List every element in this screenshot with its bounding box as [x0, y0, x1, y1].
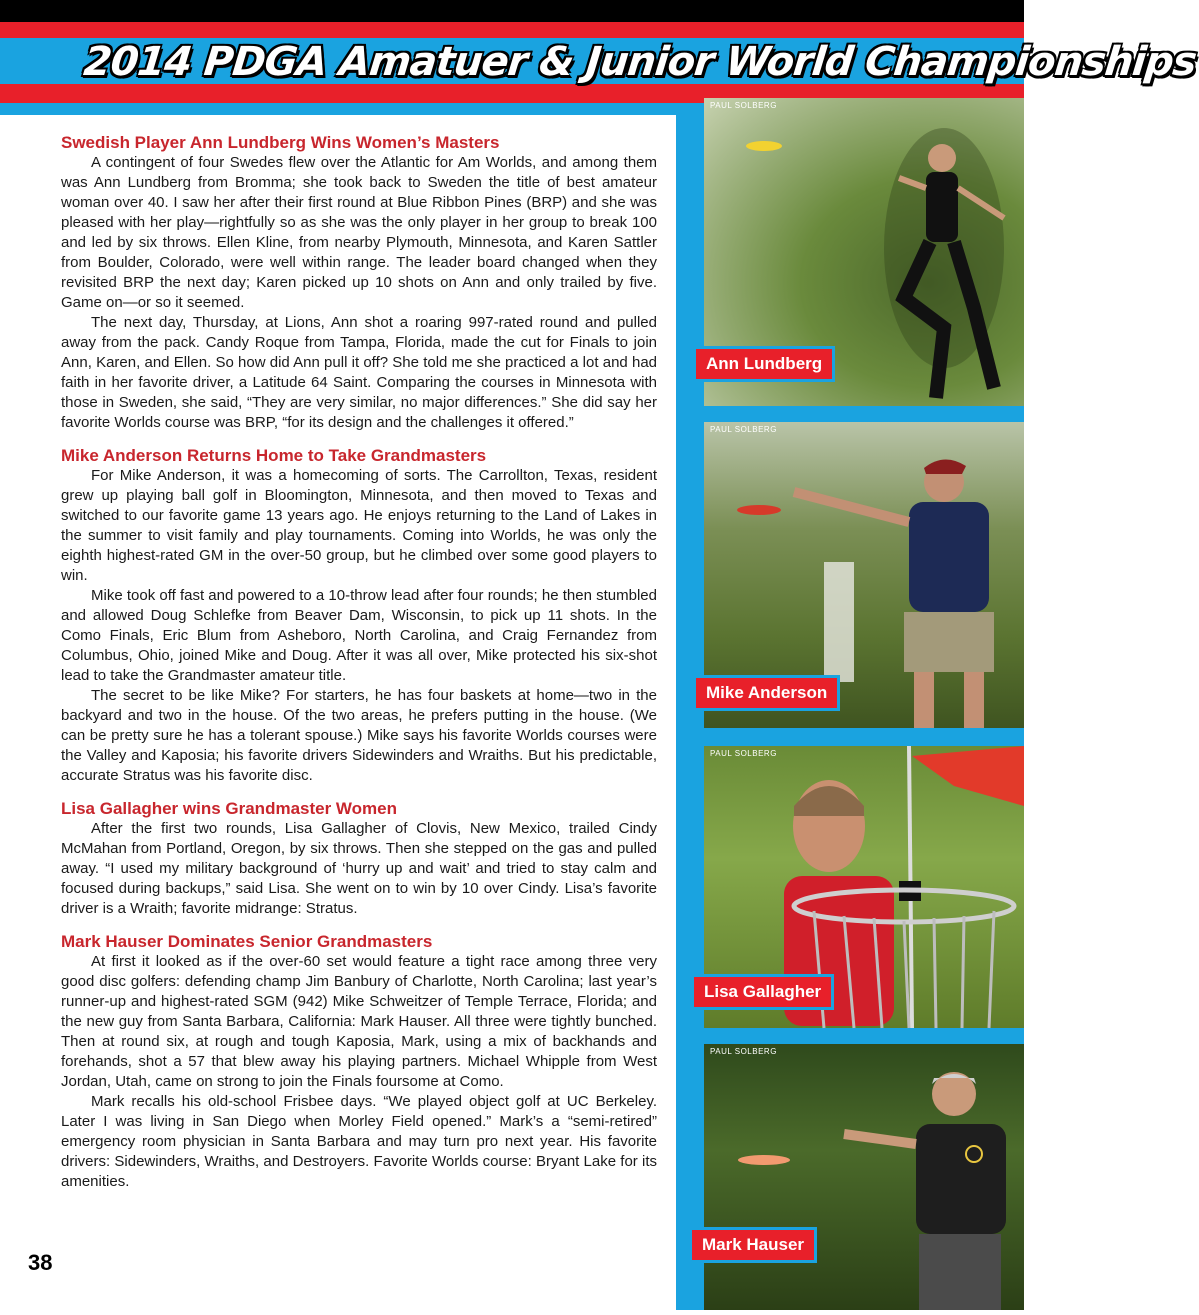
section-heading: Mike Anderson Returns Home to Take Grandmasters [61, 446, 487, 465]
caption-lisa-gallagher: Lisa Gallagher [694, 977, 831, 1007]
paragraph: At first it looked as if the over-60 set would feature a tight race among three very good disc golfers: defending champ Jim Banbury of Charlotte, North Carolina; last year’s runner-up and highest-rated SGM (942) Mike Schweitzer of Temple Terrace, Florida; and the new guy from Santa Barbara, California: Mark Hauser. All three were tightly bunched. Then at round six, at rough and tough Kaposia, Mark, using a mix of backhands and forehands, shot a 57 that blew away his playing partners. Michael Whipple from West Jordan, Utah, came on strong to join the Finals foursome at Como. [61, 953, 657, 1090]
header-top-bar [0, 0, 1024, 22]
caption-mark-hauser: Mark Hauser [692, 1230, 814, 1260]
article-section [61, 799, 657, 919]
paragraph: Mark recalls his old-school Frisbee days. “We played object golf at UC Berkeley. Later I was living in San Diego when Morley Field opened.” Mark’s a “semi-retired” emergency room physician in Santa Barbara and may turn pro next year. His favorite drivers: Sidewinders, Wraiths, and Destroyers. Favorite Worlds course: Bryant Lake for its amenities. [61, 1093, 657, 1190]
page-number: 38 [28, 1250, 53, 1275]
paragraph: A contingent of four Swedes flew over the Atlantic for Am Worlds, and among them was Ann Lundberg from Bromma; she took back to Sweden the title of best amateur woman over 40. I saw her after their first round at Blue Ribbon Pines (BRP) and she was pleased with her play—rightfully so as she was the only player in her group to break 100 and led by six throws. Ellen Kline, from nearby Plymouth, Minnesota, and Karen Sattler from Boulder, Colorado, were well within range. The leader board changed when they revisited BRP the next day; Karen picked up 10 shots on Ann and only trailed by five. Game on—or so it seemed. [61, 154, 657, 311]
photo-credit: PAUL SOLBERG [710, 1047, 777, 1056]
article-section [61, 446, 657, 786]
paragraph: The next day, Thursday, at Lions, Ann shot a roaring 997-rated round and pulled away from the pack. Candy Roque from Tampa, Florida, made the cut for Finals to join Ann, Karen, and Ellen. So how did Ann pull it off? She told me she practiced a lot and had faith in her favorite driver, a Latitude 64 Saint. Comparing the courses in Minnesota with those in Sweden, she said, “They are very similar, no major differences.” She did say her favorite Worlds course was BRP, “for its design and the challenges it offered.” [61, 314, 657, 431]
section-heading: Mark Hauser Dominates Senior Grandmasters [61, 932, 433, 951]
caption-mike-anderson: Mike Anderson [696, 678, 837, 708]
paragraph: Mike took off fast and powered to a 10-throw lead after four rounds; he then stumbled and allowed Doug Schlefke from Beaver Dam, Wisconsin, to pick up 11 shots. In the Como Finals, Eric Blum from Asheboro, North Carolina, and Craig Fernandez from Columbus, Ohio, joined Mike and Doug. After it was all over, Mike protected his six-shot lead to take the Grandmaster amateur title. [61, 587, 657, 684]
section-heading: Swedish Player Ann Lundberg Wins Women’s Masters [61, 133, 500, 152]
caption-ann-lundberg: Ann Lundberg [696, 349, 832, 379]
article-body [61, 133, 657, 1192]
section-heading: Lisa Gallagher wins Grandmaster Women [61, 799, 398, 818]
photo-credit: PAUL SOLBERG [710, 101, 777, 110]
page-title: 2014 PDGA Amatuer & Junior World Championships [81, 39, 1199, 85]
photo-credit: PAUL SOLBERG [710, 749, 777, 758]
paragraph: After the first two rounds, Lisa Gallagher of Clovis, New Mexico, trailed Cindy McMahan from Portland, Oregon, by six throws. Then she stepped on the gas and pulled away. “I used my military background of ‘hurry up and wait’ and tried to stay calm and focused during backups,” said Lisa. She went on to win by 10 over Cindy. Lisa’s favorite driver is a Wraith; favorite midrange: Stratus. [61, 820, 657, 917]
paragraph: For Mike Anderson, it was a homecoming of sorts. The Carrollton, Texas, resident grew up playing ball golf in Bloomington, Minnesota, and then moved to Texas and switched to our favorite game 13 years ago. He enjoys returning to the Land of Lakes in the summer to visit family and play tournaments. Coming into Worlds, he was only the eighth highest-rated GM in the over-50 group, but he climbed over some good players to win. [61, 467, 657, 584]
paragraph: The secret to be like Mike? For starters, he has four baskets at home—two in the backyard and two in the house. Of the two areas, he prefers putting in the house. (We can be pretty sure he has a tolerant spouse.) Mike says his favorite Worlds courses were the Valley and Kaposia; his favorite drivers Sidewinders and Wraiths. But his predictable, accurate Stratus was his favorite disc. [61, 687, 657, 784]
disc-golfer-photo-icon [704, 1044, 1024, 1310]
article-section [61, 133, 657, 433]
photo-credit: PAUL SOLBERG [710, 425, 777, 434]
photo-mark-hauser [704, 1044, 1024, 1310]
article-section [61, 932, 657, 1192]
